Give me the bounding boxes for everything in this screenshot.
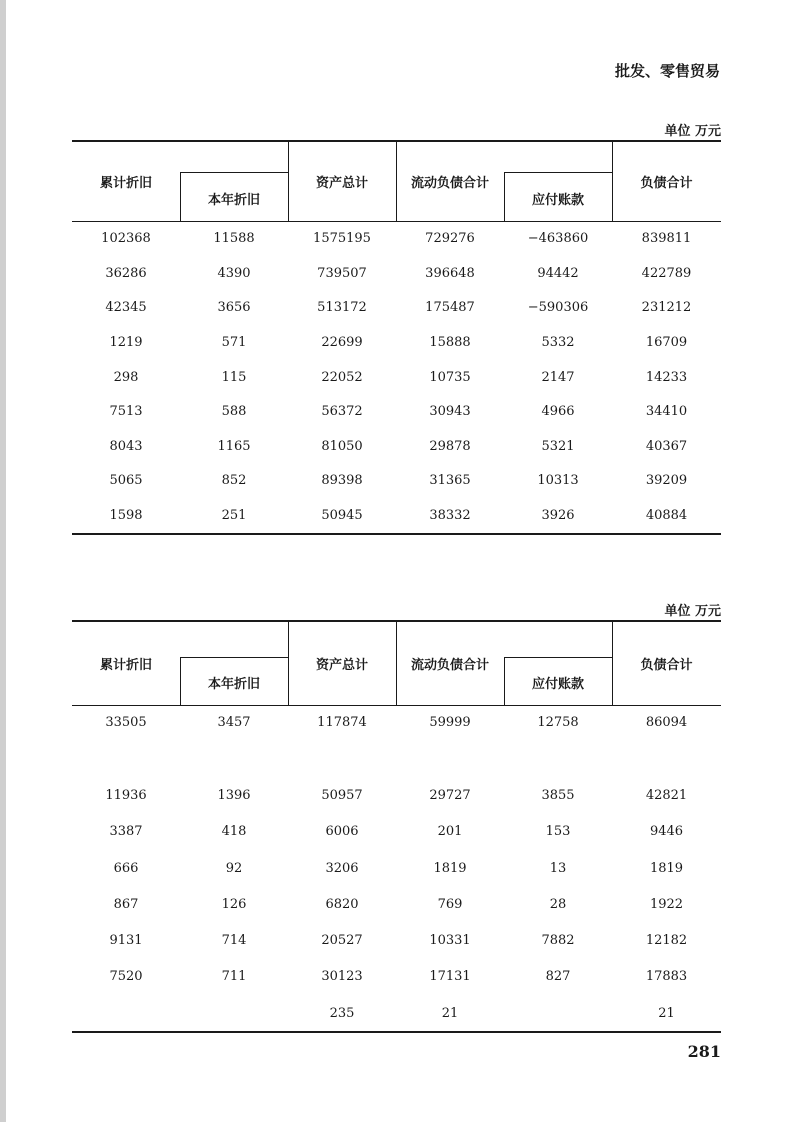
- cell-total-assets: 117874: [317, 715, 367, 730]
- cell-total-current-liabilities: 729276: [425, 231, 475, 246]
- cell-total-liabilities: 16709: [645, 335, 688, 350]
- table-bottom-rule: [72, 1031, 721, 1033]
- cell-accounts-payable: 7882: [541, 933, 575, 948]
- table-bottom-rule: [72, 533, 721, 535]
- header-accum-depreciation: 累计折旧: [99, 176, 152, 191]
- table-row: [72, 471, 721, 491]
- cell-total-current-liabilities: 29878: [429, 439, 471, 454]
- cell-total-assets: 6820: [325, 897, 359, 912]
- cell-total-liabilities: 39209: [645, 473, 688, 488]
- cell-total-current-liabilities: 396648: [425, 266, 475, 281]
- cell-current-year-depreciation: 852: [221, 473, 247, 488]
- header-accum-depreciation: 累计折旧: [99, 658, 152, 673]
- cell-total-current-liabilities: 30943: [429, 404, 471, 419]
- cell-accounts-payable: 94442: [537, 266, 579, 281]
- table-row: [72, 402, 721, 422]
- cell-total-liabilities: 17883: [645, 969, 688, 984]
- cell-total-liabilities: 40367: [645, 439, 688, 454]
- cell-accum-depreciation: 102368: [101, 231, 151, 246]
- cell-total-assets: 30123: [321, 969, 363, 984]
- cell-total-current-liabilities: 59999: [429, 715, 471, 730]
- cell-accounts-payable: 827: [545, 969, 571, 984]
- cell-total-liabilities: 86094: [645, 715, 688, 730]
- subheader-rule: [180, 172, 288, 173]
- cell-total-current-liabilities: 10331: [429, 933, 471, 948]
- table-row: [72, 931, 721, 951]
- subheader-rule: [504, 657, 612, 658]
- cell-current-year-depreciation: 711: [221, 969, 247, 984]
- cell-total-liabilities: 422789: [641, 266, 692, 281]
- cell-total-current-liabilities: 10735: [429, 370, 471, 385]
- cell-total-current-liabilities: 29727: [429, 788, 471, 803]
- table-row: [72, 229, 721, 249]
- cell-accounts-payable: −463860: [527, 231, 589, 246]
- table-row: [72, 437, 721, 457]
- cell-current-year-depreciation: 251: [221, 508, 247, 523]
- cell-accounts-payable: −590306: [527, 300, 589, 315]
- cell-accum-depreciation: 3387: [109, 824, 143, 839]
- unit-label-2: 单位 万元: [664, 604, 721, 619]
- cell-current-year-depreciation: 3656: [217, 300, 251, 315]
- page-number: 281: [687, 1042, 721, 1061]
- cell-total-current-liabilities: 38332: [429, 508, 471, 523]
- subheader-rule: [180, 657, 288, 658]
- cell-accounts-payable: 10313: [537, 473, 579, 488]
- cell-total-assets: 235: [329, 1006, 355, 1021]
- cell-accum-depreciation: 36286: [105, 266, 147, 281]
- cell-current-year-depreciation: 92: [225, 861, 243, 876]
- cell-total-assets: 50957: [321, 788, 363, 803]
- cell-total-assets: 22052: [321, 370, 363, 385]
- header-accounts-payable: 应付账款: [531, 193, 584, 208]
- header-current-year-depreciation: 本年折旧: [207, 677, 260, 692]
- table-row: [72, 786, 721, 806]
- cell-accounts-payable: 3855: [541, 788, 575, 803]
- cell-accum-depreciation: 11936: [105, 788, 147, 803]
- cell-accounts-payable: 5332: [541, 335, 575, 350]
- table-row: [72, 264, 721, 284]
- cell-total-assets: 3206: [325, 861, 359, 876]
- cell-total-liabilities: 1819: [649, 861, 684, 876]
- subheader-rule: [504, 172, 612, 173]
- cell-total-current-liabilities: 1819: [433, 861, 467, 876]
- cell-total-liabilities: 40884: [645, 508, 688, 523]
- cell-current-year-depreciation: 126: [221, 897, 247, 912]
- cell-total-liabilities: 42821: [645, 788, 688, 803]
- unit-label-1: 单位 万元: [664, 124, 721, 139]
- running-header: 批发、零售贸易: [614, 62, 720, 80]
- cell-total-assets: 56372: [321, 404, 363, 419]
- cell-total-assets: 22699: [321, 335, 363, 350]
- page-edge: [0, 0, 6, 1122]
- header-total-liabilities: 负债合计: [640, 176, 693, 191]
- cell-total-current-liabilities: 175487: [425, 300, 475, 315]
- table-row: [72, 298, 721, 318]
- table-row: [72, 1004, 721, 1024]
- cell-total-liabilities: 21: [658, 1006, 675, 1021]
- cell-current-year-depreciation: 418: [221, 824, 247, 839]
- cell-total-current-liabilities: 15888: [429, 335, 471, 350]
- cell-total-liabilities: 34410: [645, 404, 688, 419]
- header-bottom-rule: [72, 221, 721, 222]
- cell-accum-depreciation: 8043: [109, 439, 143, 454]
- table-row: [72, 895, 721, 915]
- cell-accounts-payable: 12758: [537, 715, 579, 730]
- table-row: [72, 822, 721, 842]
- cell-accum-depreciation: 1219: [109, 335, 143, 350]
- header-accounts-payable: 应付账款: [531, 677, 584, 692]
- table-row: [72, 967, 721, 987]
- table-row: [72, 333, 721, 353]
- cell-accum-depreciation: 298: [113, 370, 139, 385]
- table-row: [72, 859, 721, 879]
- cell-total-current-liabilities: 17131: [429, 969, 471, 984]
- cell-total-liabilities: 1922: [649, 897, 684, 912]
- header-total-assets: 资产总计: [315, 658, 368, 673]
- cell-accounts-payable: 5321: [541, 439, 575, 454]
- cell-accum-depreciation: 42345: [105, 300, 147, 315]
- cell-accum-depreciation: 9131: [109, 933, 143, 948]
- cell-total-current-liabilities: 201: [437, 824, 463, 839]
- cell-total-assets: 81050: [321, 439, 363, 454]
- cell-total-liabilities: 12182: [645, 933, 688, 948]
- header-total-current-liabilities: 流动负债合计: [410, 176, 489, 191]
- cell-accum-depreciation: 867: [113, 897, 139, 912]
- cell-accounts-payable: 153: [545, 824, 571, 839]
- cell-total-assets: 50945: [321, 508, 363, 523]
- table-row: [72, 368, 721, 388]
- cell-accounts-payable: 2147: [541, 370, 575, 385]
- cell-total-liabilities: 231212: [641, 300, 692, 315]
- cell-accounts-payable: 13: [549, 861, 567, 876]
- data-table-1: [72, 140, 721, 536]
- cell-total-liabilities: 839811: [641, 231, 692, 246]
- cell-current-year-depreciation: 4390: [217, 266, 251, 281]
- cell-accounts-payable: 3926: [541, 508, 575, 523]
- cell-total-assets: 1575195: [313, 231, 371, 246]
- cell-total-assets: 89398: [321, 473, 363, 488]
- cell-accum-depreciation: 5065: [109, 473, 143, 488]
- cell-accum-depreciation: 7520: [109, 969, 143, 984]
- cell-current-year-depreciation: 571: [221, 335, 247, 350]
- header-bottom-rule: [72, 705, 721, 706]
- cell-accum-depreciation: 7513: [109, 404, 143, 419]
- cell-current-year-depreciation: 1165: [217, 439, 251, 454]
- cell-total-liabilities: 14233: [645, 370, 688, 385]
- cell-total-current-liabilities: 31365: [429, 473, 471, 488]
- cell-accum-depreciation: 1598: [109, 508, 143, 523]
- header-total-current-liabilities: 流动负债合计: [410, 658, 489, 673]
- cell-accum-depreciation: 33505: [105, 715, 147, 730]
- cell-total-assets: 6006: [325, 824, 359, 839]
- cell-total-assets: 20527: [321, 933, 363, 948]
- cell-current-year-depreciation: 588: [221, 404, 247, 419]
- cell-current-year-depreciation: 11588: [213, 231, 255, 246]
- cell-total-current-liabilities: 769: [437, 897, 463, 912]
- table-row: [72, 506, 721, 526]
- cell-current-year-depreciation: 3457: [217, 715, 251, 730]
- header-total-liabilities: 负债合计: [640, 658, 693, 673]
- cell-total-assets: 513172: [317, 300, 367, 315]
- cell-accum-depreciation: 666: [113, 861, 139, 876]
- table-row: [72, 713, 721, 733]
- cell-current-year-depreciation: 1396: [217, 788, 251, 803]
- table-row-blank: [72, 750, 721, 770]
- cell-accounts-payable: 4966: [541, 404, 575, 419]
- cell-accounts-payable: 28: [549, 897, 567, 912]
- cell-current-year-depreciation: 714: [221, 933, 247, 948]
- cell-total-liabilities: 9446: [649, 824, 684, 839]
- cell-total-assets: 739507: [317, 266, 367, 281]
- cell-total-current-liabilities: 21: [441, 1006, 459, 1021]
- header-total-assets: 资产总计: [315, 176, 368, 191]
- header-current-year-depreciation: 本年折旧: [207, 193, 260, 208]
- data-table-2: [72, 620, 721, 1035]
- cell-current-year-depreciation: 115: [221, 370, 247, 385]
